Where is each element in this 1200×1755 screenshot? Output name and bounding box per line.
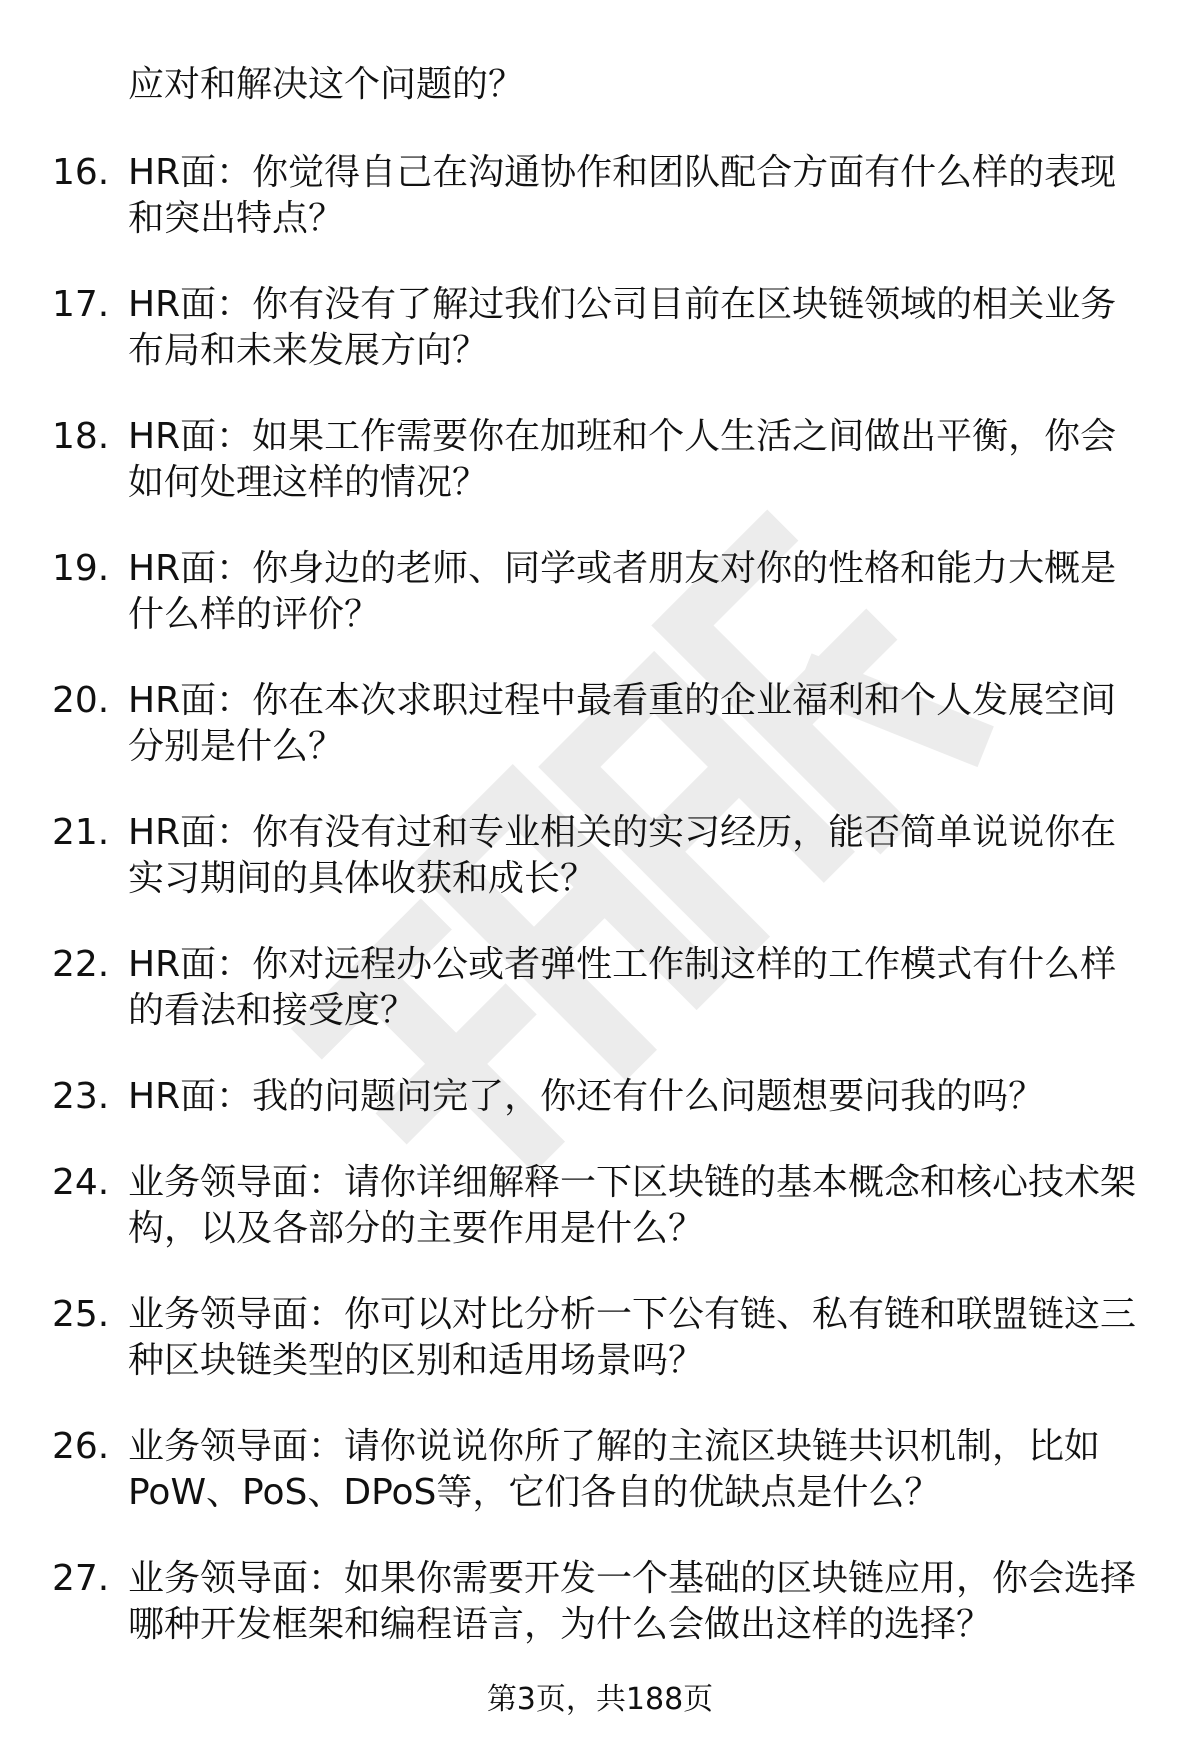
question-text: HR面：你觉得自己在沟通协作和团队配合方面有什么样的表现和突出特点？ xyxy=(128,152,1117,239)
question-number: 24. xyxy=(52,1162,110,1203)
list-item xyxy=(0,414,1200,506)
question-list xyxy=(0,150,1200,1688)
question-number: 21. xyxy=(52,812,110,853)
question-number: 18. xyxy=(52,416,110,457)
continuation-text: 应对和解决这个问题的？ xyxy=(128,64,525,105)
list-item xyxy=(0,942,1200,1034)
list-item xyxy=(0,150,1200,242)
list-item xyxy=(0,810,1200,902)
list-item xyxy=(0,282,1200,374)
question-number: 26. xyxy=(52,1426,110,1467)
list-item xyxy=(0,1074,1200,1120)
question-text: HR面：你有没有过和专业相关的实习经历，能否简单说说你在实习期间的具体收获和成长？ xyxy=(128,812,1117,899)
list-item xyxy=(0,1292,1200,1384)
question-text: HR面：你对远程办公或者弹性工作制这样的工作模式有什么样的看法和接受度？ xyxy=(128,944,1117,1031)
question-number: 20. xyxy=(52,680,110,721)
list-item xyxy=(0,1556,1200,1648)
question-number: 19. xyxy=(52,548,110,589)
question-text: 业务领导面：请你说说你所了解的主流区块链共识机制，比如PoW、PoS、DPoS等，它们各自的优缺点是什么？ xyxy=(128,1426,1101,1513)
question-number: 27. xyxy=(52,1558,110,1599)
question-text: HR面：我的问题问完了，你还有什么问题想要问我的吗？ xyxy=(128,1076,1045,1117)
page-footer: 第3页，共188页 xyxy=(486,1682,714,1717)
list-item xyxy=(0,546,1200,638)
question-number: 25. xyxy=(52,1294,110,1335)
question-text: HR面：如果工作需要你在加班和个人生活之间做出平衡，你会如何处理这样的情况？ xyxy=(128,416,1117,503)
list-item xyxy=(0,678,1200,770)
question-text: HR面：你有没有了解过我们公司目前在区块链领域的相关业务布局和未来发展方向？ xyxy=(128,284,1117,371)
question-number: 22. xyxy=(52,944,110,985)
question-text: 业务领导面：你可以对比分析一下公有链、私有链和联盟链这三种区块链类型的区别和适用场景吗？ xyxy=(128,1294,1137,1381)
question-text: HR面：你在本次求职过程中最看重的企业福利和个人发展空间分别是什么？ xyxy=(128,680,1117,767)
question-text: 业务领导面：如果你需要开发一个基础的区块链应用，你会选择哪种开发框架和编程语言，为什么会做出这样的选择？ xyxy=(128,1558,1137,1645)
question-text: HR面：你身边的老师、同学或者朋友对你的性格和能力大概是什么样的评价？ xyxy=(128,548,1117,635)
question-number: 23. xyxy=(52,1076,110,1117)
question-text: 业务领导面：请你详细解释一下区块链的基本概念和核心技术架构，以及各部分的主要作用是什么？ xyxy=(128,1162,1137,1249)
question-number: 17. xyxy=(52,284,110,325)
question-number: 16. xyxy=(52,152,110,193)
list-item xyxy=(0,1160,1200,1252)
list-item xyxy=(0,1424,1200,1516)
